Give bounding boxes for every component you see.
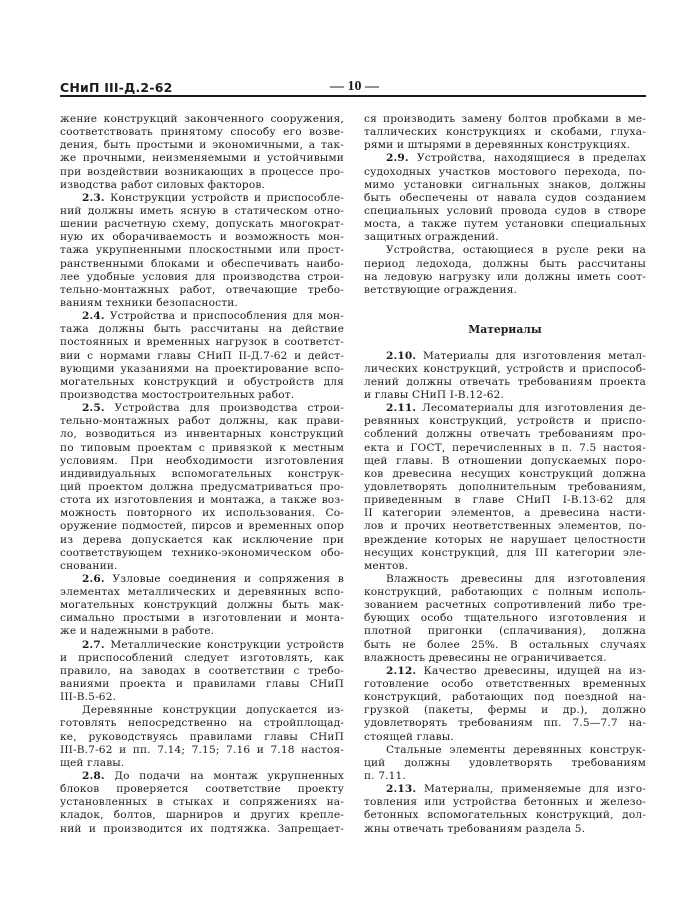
line-text: ций должны удовлетворять требованиям — [364, 756, 646, 769]
text-line — [364, 152, 646, 165]
blank-line — [364, 310, 646, 323]
text-line — [60, 126, 344, 139]
line-text: готовление особо ответственных временных — [364, 678, 646, 691]
line-text: индивидуальных вспомогательных конструк- — [60, 467, 344, 480]
line-text: готовлять непосредственно на стройплощад- — [60, 717, 344, 730]
line-text: щей главы. — [60, 756, 125, 769]
text-line — [60, 350, 344, 363]
line-text: III-В.7-62 и пп. 7.14; 7.15; 7.16 и 7.18 настоя- — [60, 743, 344, 756]
text-line — [60, 652, 344, 665]
line-text: симально простыми в изготовлении и монта- — [60, 612, 344, 625]
text-line — [60, 231, 344, 244]
line-text: тельно-монтажных работ должны, как прави- — [60, 415, 344, 428]
text-line — [60, 796, 344, 809]
text-line — [60, 179, 344, 192]
text-line — [364, 192, 646, 205]
clause-number: 2.5. — [82, 402, 105, 415]
text-line — [60, 625, 344, 638]
line-text: установленных в стыках и сопряжениях на- — [60, 796, 344, 809]
line-text: сновании. — [60, 559, 118, 572]
line-text: ваниям техники безопасности. — [60, 296, 238, 309]
line-text: таллических конструкциях и скобами, глуха- — [364, 126, 646, 139]
text-line — [60, 547, 344, 560]
line-text: Качество древесины, идущей на из- — [416, 664, 646, 677]
text-line — [60, 520, 344, 533]
text-line — [364, 796, 646, 809]
line-text: ваниями проекта и правилами главы СНиП — [60, 678, 344, 691]
text-line — [364, 652, 646, 665]
text-line — [364, 258, 646, 271]
line-text: удовлетворять дополнительным требованиям, — [364, 480, 646, 493]
text-line — [364, 428, 646, 441]
text-line — [364, 205, 646, 218]
blank-line — [364, 297, 646, 310]
line-text: правило, на заводах в соответствии с требо- — [60, 664, 344, 677]
line-text: тельно-монтажных работ, отвечающие требо- — [60, 283, 344, 296]
line-text: на ледовую нагрузку или должны иметь соот- — [364, 270, 646, 283]
text-line — [364, 731, 646, 744]
text-line — [60, 757, 344, 770]
text-line — [364, 691, 646, 704]
line-text: приведенным в главе СНиП I-В.13-62 для — [364, 494, 646, 507]
line-text: Стальные элементы деревянных конструк- — [386, 743, 646, 756]
text-line — [60, 376, 344, 389]
line-text: период ледохода, должны быть рассчитаны — [364, 257, 646, 270]
text-line — [364, 507, 646, 520]
text-line — [60, 494, 344, 507]
page-number: — 10 — — [330, 79, 379, 94]
line-text: ментов. — [364, 559, 409, 572]
line-text: лов и прочих неответственных элементов, по- — [364, 520, 646, 533]
text-line — [60, 428, 344, 441]
line-text: Узловые соединения и сопряжения в — [104, 572, 344, 585]
text-line — [60, 573, 344, 586]
text-line — [364, 271, 646, 284]
line-text: II категории элементов, а древесина насти- — [364, 507, 646, 520]
text-line — [364, 717, 646, 730]
line-text: ветствующие ограждения. — [364, 283, 518, 296]
text-line — [60, 717, 344, 730]
text-line — [364, 402, 646, 415]
text-line — [364, 573, 646, 586]
line-text: мимо установки сигнальных знаков, должны — [364, 178, 646, 191]
line-text: быть не более 25%. В остальных случаях — [364, 638, 646, 651]
text-line — [364, 481, 646, 494]
text-line — [364, 350, 646, 363]
text-line — [60, 363, 344, 376]
text-line — [60, 442, 344, 455]
text-line — [60, 218, 344, 231]
text-line — [364, 113, 646, 126]
line-text: ций проектом должна предусматриваться про- — [60, 480, 344, 493]
line-text: бетонных вспомогательных конструкций, дол- — [364, 809, 646, 822]
line-text: и приспособлений следует изготовлять, как — [60, 651, 344, 664]
text-line — [60, 415, 344, 428]
line-text: ся производить замену болтов пробками в ме- — [364, 113, 646, 125]
header-rule — [60, 95, 646, 97]
clause-number: 2.7. — [82, 638, 105, 651]
text-line — [364, 166, 646, 179]
text-line — [364, 468, 646, 481]
line-text: защитных ограждений. — [364, 231, 499, 244]
text-line — [60, 323, 344, 336]
line-text: вии с нормами главы СНиП II-Д.7-62 и дейст- — [60, 349, 344, 362]
line-text: грузкой (пакеты, фермы и др.), должно — [364, 704, 646, 717]
line-text: быть обеспечены от навала судов созданием — [364, 191, 646, 204]
text-line — [364, 665, 646, 678]
text-line — [60, 823, 344, 836]
text-line — [60, 665, 344, 678]
line-text: III-В.5-62. — [60, 691, 117, 704]
line-text: могательных конструкций должны быть мак- — [60, 599, 344, 612]
text-line — [60, 678, 344, 691]
left-column — [60, 113, 344, 836]
text-line — [60, 310, 344, 323]
text-line — [60, 455, 344, 468]
clause-number: 2.9. — [386, 152, 409, 165]
line-text: из дерева допускается как исключение при — [60, 533, 344, 546]
text-line — [60, 534, 344, 547]
line-text: моста, а также путем установки специальных — [364, 218, 646, 231]
line-text: соответствующем технико-экономическом обо- — [60, 546, 344, 559]
line-text: по типовым проектам с привязкой к местным — [60, 441, 344, 454]
line-text: ков древесина несущих конструкций должна — [364, 467, 646, 480]
text-line — [364, 284, 646, 297]
line-text: при воздействии возникающих в процессе про- — [60, 165, 344, 178]
line-text: влажность древесины не ограничивается. — [364, 651, 607, 664]
running-header — [60, 80, 645, 96]
text-line — [364, 547, 646, 560]
line-text: конструкций, работающих под поездной на- — [364, 691, 646, 704]
text-line — [60, 770, 344, 783]
line-text: Влажность древесины для изготовления — [386, 572, 646, 585]
line-text: лических конструкций, устройств и приспособ- — [364, 362, 646, 375]
line-text: дения, быть простыми и экономичными, а так- — [60, 139, 344, 152]
clause-number: 2.8. — [82, 770, 105, 783]
clause-number: 2.11. — [386, 402, 417, 415]
line-text: специальных условий провода судов в створе — [364, 204, 646, 217]
text-line — [364, 639, 646, 652]
text-line — [60, 704, 344, 717]
text-line — [60, 481, 344, 494]
line-text: Устройства для производства строи- — [104, 402, 344, 415]
text-line — [60, 205, 344, 218]
line-text: соблений должны отвечать требованиям про- — [364, 428, 646, 441]
clause-number: 2.12. — [386, 664, 417, 677]
line-text: екта и ГОСТ, перечисленных в п. 7.5 настоя- — [364, 441, 646, 454]
text-line — [364, 534, 646, 547]
text-line — [364, 757, 646, 770]
line-text: ний и производится их подтяжка. Запрещает- — [60, 822, 344, 835]
line-text: тажа должны быть рассчитаны на действие — [60, 323, 344, 336]
line-text: оружение подмостей, пирсов и временных опор — [60, 520, 344, 533]
line-text: шении расчетную схему, допускать многократ- — [60, 218, 344, 231]
text-line — [364, 809, 646, 822]
line-text: судоходных участков мостового перехода, по- — [364, 165, 646, 178]
line-text: ранственными блоками и обеспечивать наибо- — [60, 257, 344, 270]
text-line — [364, 770, 646, 783]
line-text: Конструкции устройств и приспособле- — [104, 191, 344, 204]
text-line — [60, 744, 344, 757]
line-text: постоянных и временных нагрузок в соответст- — [60, 336, 344, 349]
text-line — [364, 363, 646, 376]
text-line — [364, 126, 646, 139]
right-column — [364, 113, 646, 836]
text-line — [364, 678, 646, 691]
clause-number: 2.3. — [82, 191, 105, 204]
text-line — [60, 297, 344, 310]
line-text: элементах металлических и деревянных вспо- — [60, 586, 344, 599]
line-text: вреждение которых не нарушает целостности — [364, 533, 646, 546]
text-line — [364, 179, 646, 192]
line-text: конструкций, работающих с полным исполь- — [364, 586, 646, 599]
line-text: ке, руководствуясь правилами главы СНиП — [60, 730, 344, 743]
text-line — [364, 560, 646, 573]
line-text: лений должны отвечать требованиям проекта — [364, 375, 646, 388]
line-text: вующими указаниями на проектирование вспо- — [60, 362, 344, 375]
text-line — [60, 192, 344, 205]
line-text: ло, возводиться из инвентарных конструкций — [60, 428, 344, 441]
line-text: тажа укрупненными плоскостными или прост- — [60, 244, 344, 257]
text-line — [364, 704, 646, 717]
line-text: стота их изготовления и монтажа, а также воз- — [60, 494, 344, 507]
line-text: ревянных конструкций, устройств и приспо- — [364, 415, 646, 428]
line-text: жны отвечать требованиям раздела 5. — [364, 822, 586, 835]
text-line — [60, 152, 344, 165]
line-text: жение конструкций законченного сооружения, — [60, 113, 344, 125]
text-line — [364, 823, 646, 836]
text-line — [364, 586, 646, 599]
line-text: условиям. При необходимости изготовления — [60, 454, 344, 467]
line-text: и главы СНиП I-В.12-62. — [364, 388, 505, 401]
text-line — [60, 507, 344, 520]
text-line — [364, 783, 646, 796]
text-line — [364, 599, 646, 612]
line-text: ний должны иметь ясную в статическом отно- — [60, 204, 344, 217]
text-line — [364, 744, 646, 757]
text-line — [60, 336, 344, 349]
line-text: Деревянные конструкции допускается из- — [82, 704, 344, 717]
line-text: блоков проверяется соответствие проекту — [60, 783, 344, 796]
clause-number: 2.4. — [82, 310, 105, 323]
line-text: же прочными, неизменяемыми и устойчивыми — [60, 152, 344, 165]
text-line — [60, 402, 344, 415]
text-line — [364, 442, 646, 455]
text-line — [60, 599, 344, 612]
text-line — [60, 244, 344, 257]
text-line — [364, 625, 646, 638]
line-text: лее удобные условия для производства строи- — [60, 270, 344, 283]
section-heading: Материалы — [468, 323, 542, 337]
text-line — [364, 520, 646, 533]
text-line — [364, 218, 646, 231]
text-line — [60, 691, 344, 704]
text-line — [364, 494, 646, 507]
line-text: ную их оборачиваемость и возможность мон- — [60, 231, 344, 244]
text-line — [364, 139, 646, 152]
line-text: плотной пригонки (сплачивания), должна — [364, 625, 646, 638]
text-line — [60, 612, 344, 625]
line-text: же и надежными в работе. — [60, 625, 215, 638]
line-text: Металлические конструкции устройств — [104, 638, 344, 651]
line-text: можность повторного их использования. Со- — [60, 507, 344, 520]
text-line — [60, 271, 344, 284]
line-text: Лесоматериалы для изготовления де- — [416, 402, 646, 415]
line-text: Устройства и приспособления для мон- — [104, 310, 344, 323]
text-line — [60, 113, 344, 126]
line-text: Материалы, применяемые для изго- — [416, 783, 646, 796]
line-text: несущих конструкций, для III категории эле- — [364, 546, 646, 559]
text-line — [364, 415, 646, 428]
line-text: могательных конструкций и обустройств для — [60, 375, 344, 388]
text-line — [60, 731, 344, 744]
document-code: СНиП III-Д.2-62 — [60, 80, 173, 95]
line-text: Устройства, остающиеся в русле реки на — [386, 244, 646, 257]
text-line — [60, 258, 344, 271]
clause-number: 2.6. — [82, 572, 105, 585]
text-line — [60, 639, 344, 652]
text-line — [60, 139, 344, 152]
line-text: соответствовать принятому способу его возве- — [60, 126, 344, 139]
text-line — [60, 389, 344, 402]
line-text: п. 7.11. — [364, 770, 406, 783]
text-line — [60, 560, 344, 573]
text-line — [60, 586, 344, 599]
text-line — [60, 783, 344, 796]
line-text: Материалы для изготовления метал- — [416, 349, 646, 362]
text-line — [60, 468, 344, 481]
line-text: До подачи на монтаж укрупненных — [104, 770, 344, 783]
clause-number: 2.10. — [386, 349, 417, 362]
blank-line — [364, 336, 646, 349]
line-text: товления или устройства бетонных и железо- — [364, 796, 646, 809]
line-text: щей главы. В отношении допускаемых поро- — [364, 454, 646, 467]
line-text: бующих особо тщательного изготовления и — [364, 612, 646, 625]
line-text: рями и штырями в деревянных конструкциях. — [364, 139, 631, 152]
text-line — [60, 284, 344, 297]
line-text: зованием расчетных сопротивлений либо тре- — [364, 599, 646, 612]
line-text: стоящей главы. — [364, 730, 454, 743]
line-text: Устройства, находящиеся в пределах — [408, 152, 646, 165]
text-line — [364, 612, 646, 625]
text-line — [364, 244, 646, 257]
line-text: производства мостостроительных работ. — [60, 388, 295, 401]
text-line — [364, 455, 646, 468]
line-text: удовлетворять требованиям пп. 7.5—7.7 на- — [364, 717, 646, 730]
text-line — [364, 376, 646, 389]
line-text: изводства работ силовых факторов. — [60, 178, 265, 191]
text-line — [60, 809, 344, 822]
line-text: кладок, болтов, шарниров и других крепле- — [60, 809, 344, 822]
clause-number: 2.13. — [386, 783, 417, 796]
text-line — [60, 166, 344, 179]
text-line — [364, 231, 646, 244]
text-line — [364, 389, 646, 402]
